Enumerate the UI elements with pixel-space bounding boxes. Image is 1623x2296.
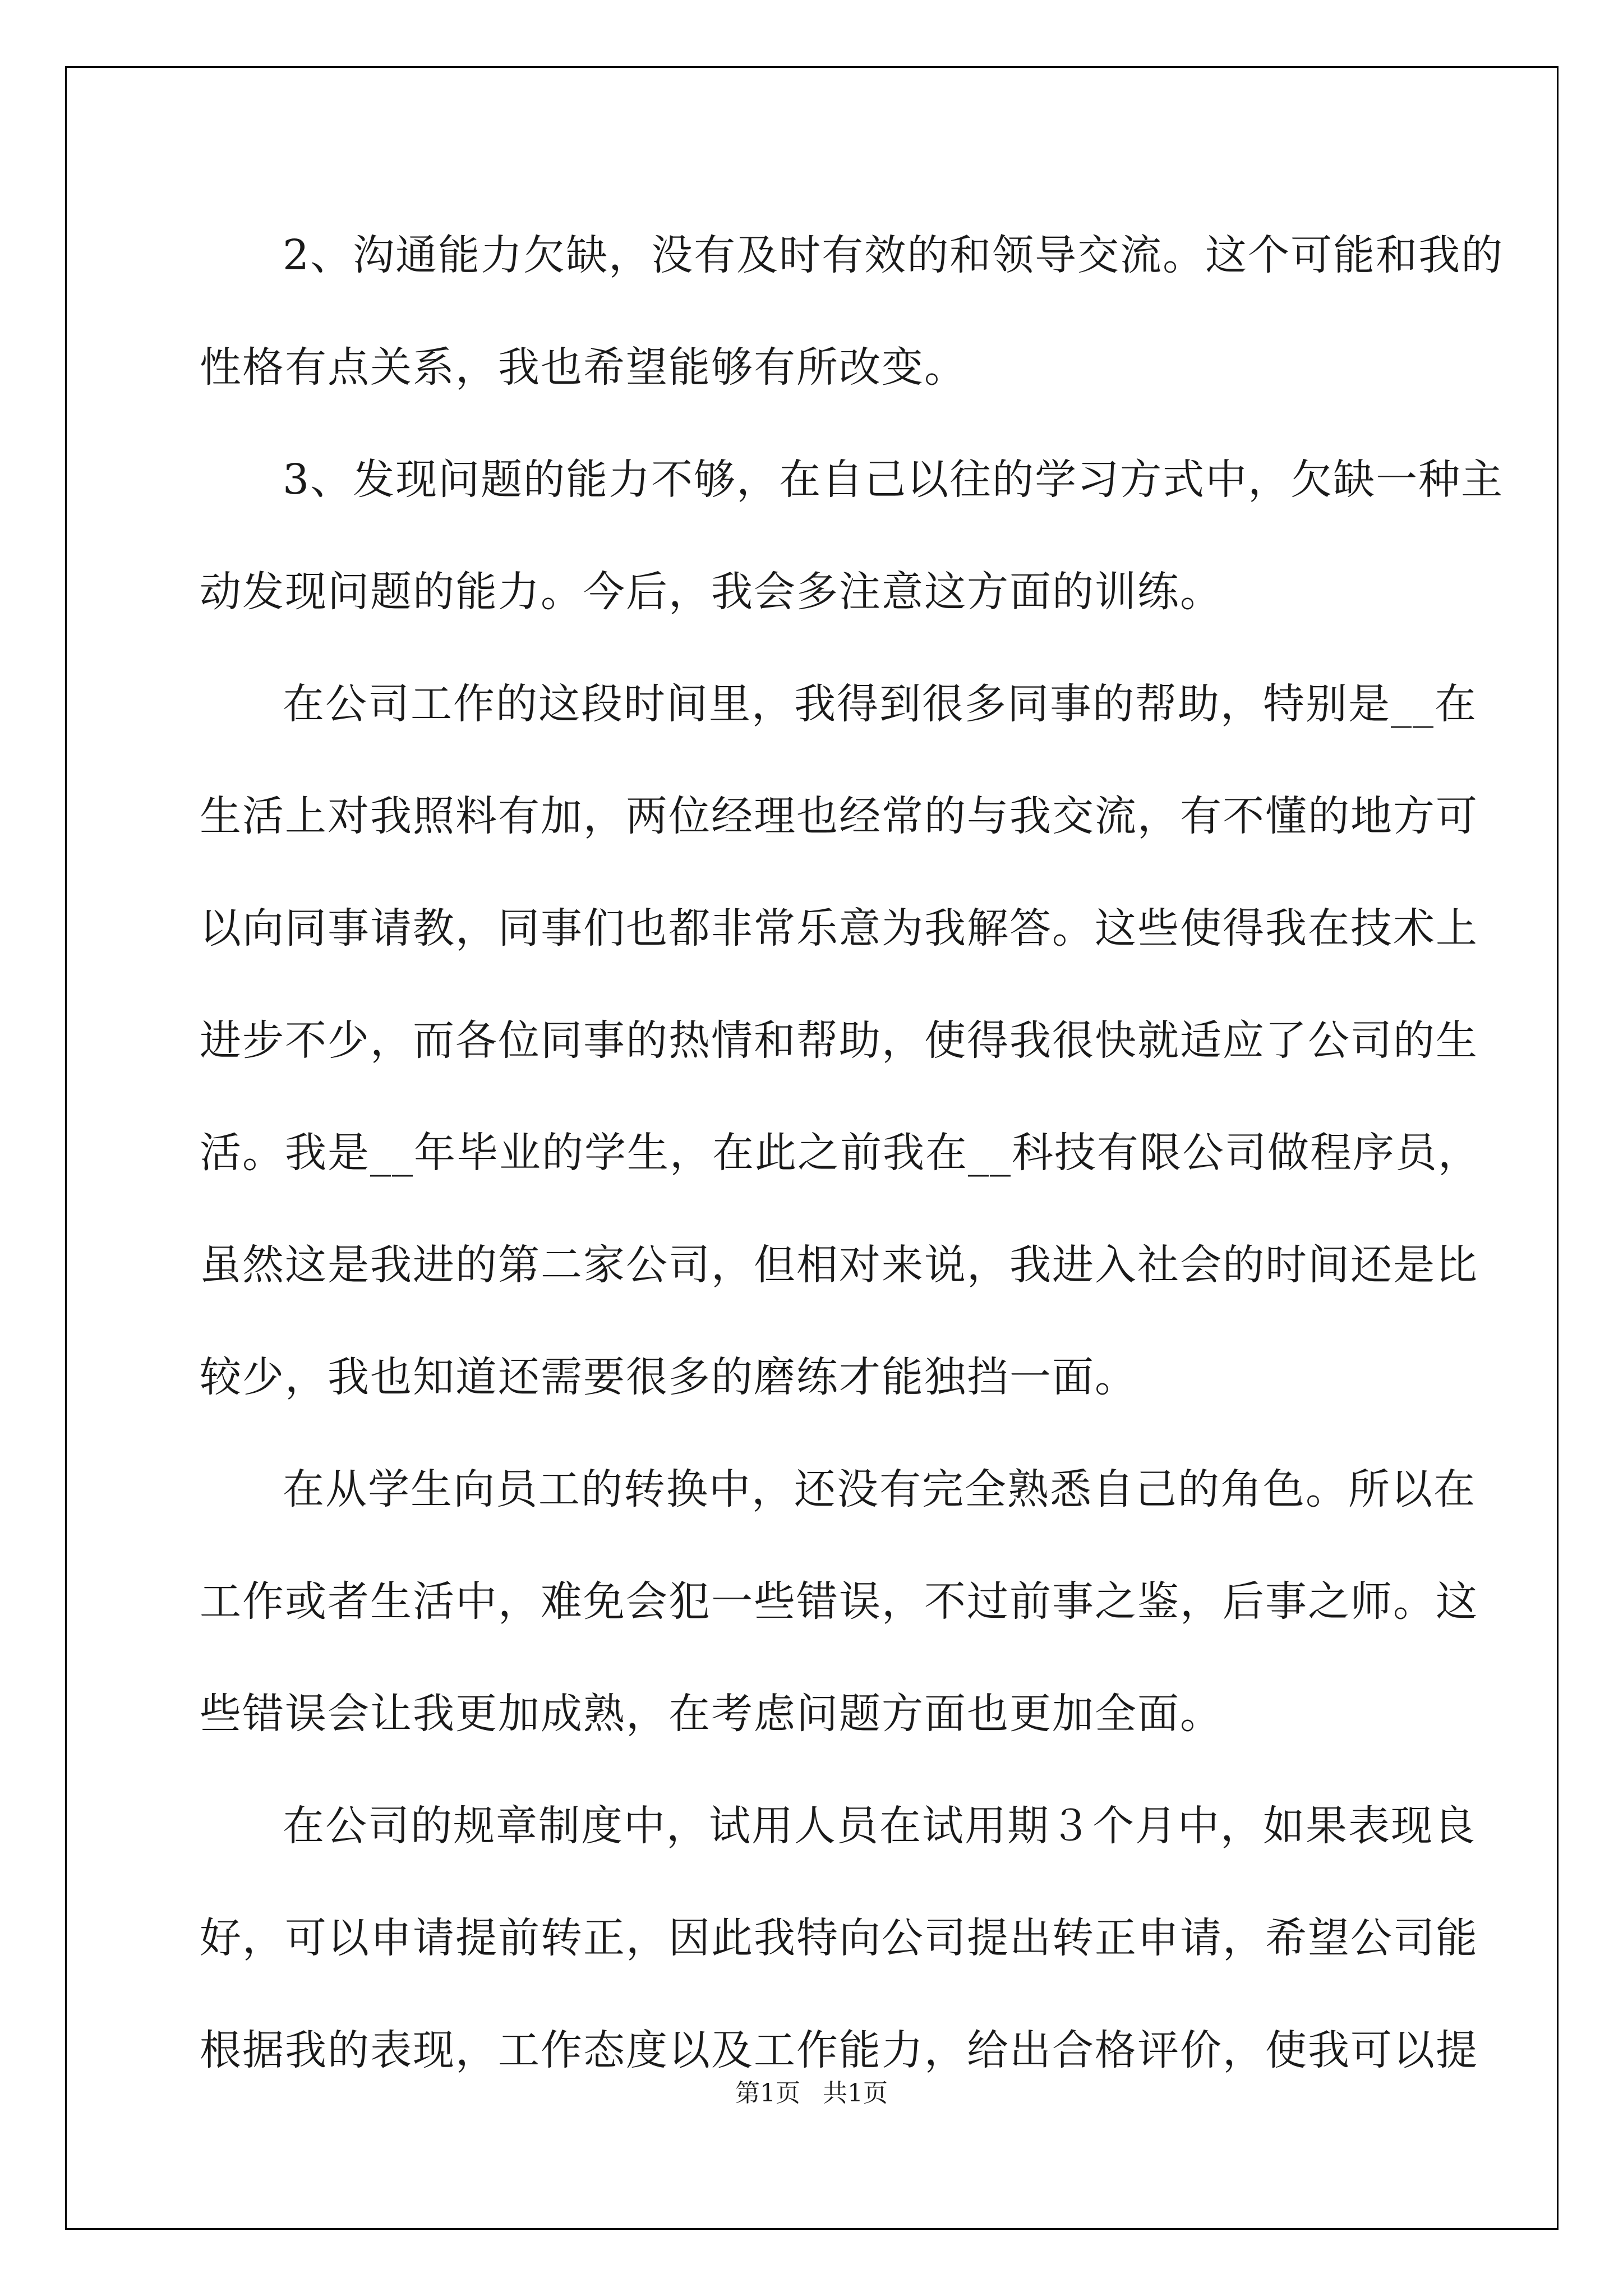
page-total: 共1页	[823, 2079, 888, 2108]
page-footer	[0, 2073, 1623, 2109]
paragraph	[200, 424, 1504, 648]
text-line: 2、沟通能力欠缺，没有及时有效的和领导交流。这个可能和我的	[283, 231, 1504, 279]
text-line: 活。我是__年毕业的学生，在此之前我在__科技有限公司做程序员，	[200, 1129, 1481, 1177]
document-body	[200, 199, 1504, 2106]
text-line: 较少，我也知道还需要很多的磨练才能独挡一面。	[200, 1353, 1137, 1401]
text-line: 性格有点关系，我也希望能够有所改变。	[200, 343, 967, 392]
page-number: 第1页	[735, 2079, 800, 2108]
paragraph	[200, 1433, 1478, 1770]
text-line: 工作或者生活中，难免会犯一些错误，不过前事之鉴，后事之师。这	[200, 1577, 1478, 1626]
text-line: 好，可以申请提前转正，因此我特向公司提出转正申请，希望公司能	[200, 1914, 1478, 1962]
text-line: 进步不少，而各位同事的热情和帮助，使得我很快就适应了公司的生	[200, 1016, 1478, 1065]
paragraph	[200, 1770, 1478, 2106]
text-line: 根据我的表现，工作态度以及工作能力，给出合格评价，使我可以提	[200, 2026, 1478, 2074]
paragraph	[200, 648, 1481, 1433]
text-line: 3、发现问题的能力不够，在自己以往的学习方式中，欠缺一种主	[283, 455, 1504, 504]
text-line: 在公司工作的这段时间里，我得到很多同事的帮助，特别是__在	[283, 680, 1477, 728]
text-line: 在公司的规章制度中，试用人员在试用期３个月中，如果表现良	[283, 1802, 1476, 1850]
text-line: 虽然这是我进的第二家公司，但相对来说，我进入社会的时间还是比	[200, 1241, 1478, 1289]
text-line: 动发现问题的能力。今后，我会多注意这方面的训练。	[200, 568, 1223, 616]
text-line: 以向同事请教，同事们也都非常乐意为我解答。这些使得我在技术上	[200, 904, 1478, 953]
text-line: 在从学生向员工的转换中，还没有完全熟悉自己的角色。所以在	[283, 1465, 1476, 1513]
text-line: 些错误会让我更加成熟，在考虑问题方面也更加全面。	[200, 1690, 1223, 1738]
text-line: 生活上对我照料有加，两位经理也经常的与我交流，有不懂的地方可	[200, 792, 1478, 840]
paragraph	[200, 199, 1504, 424]
